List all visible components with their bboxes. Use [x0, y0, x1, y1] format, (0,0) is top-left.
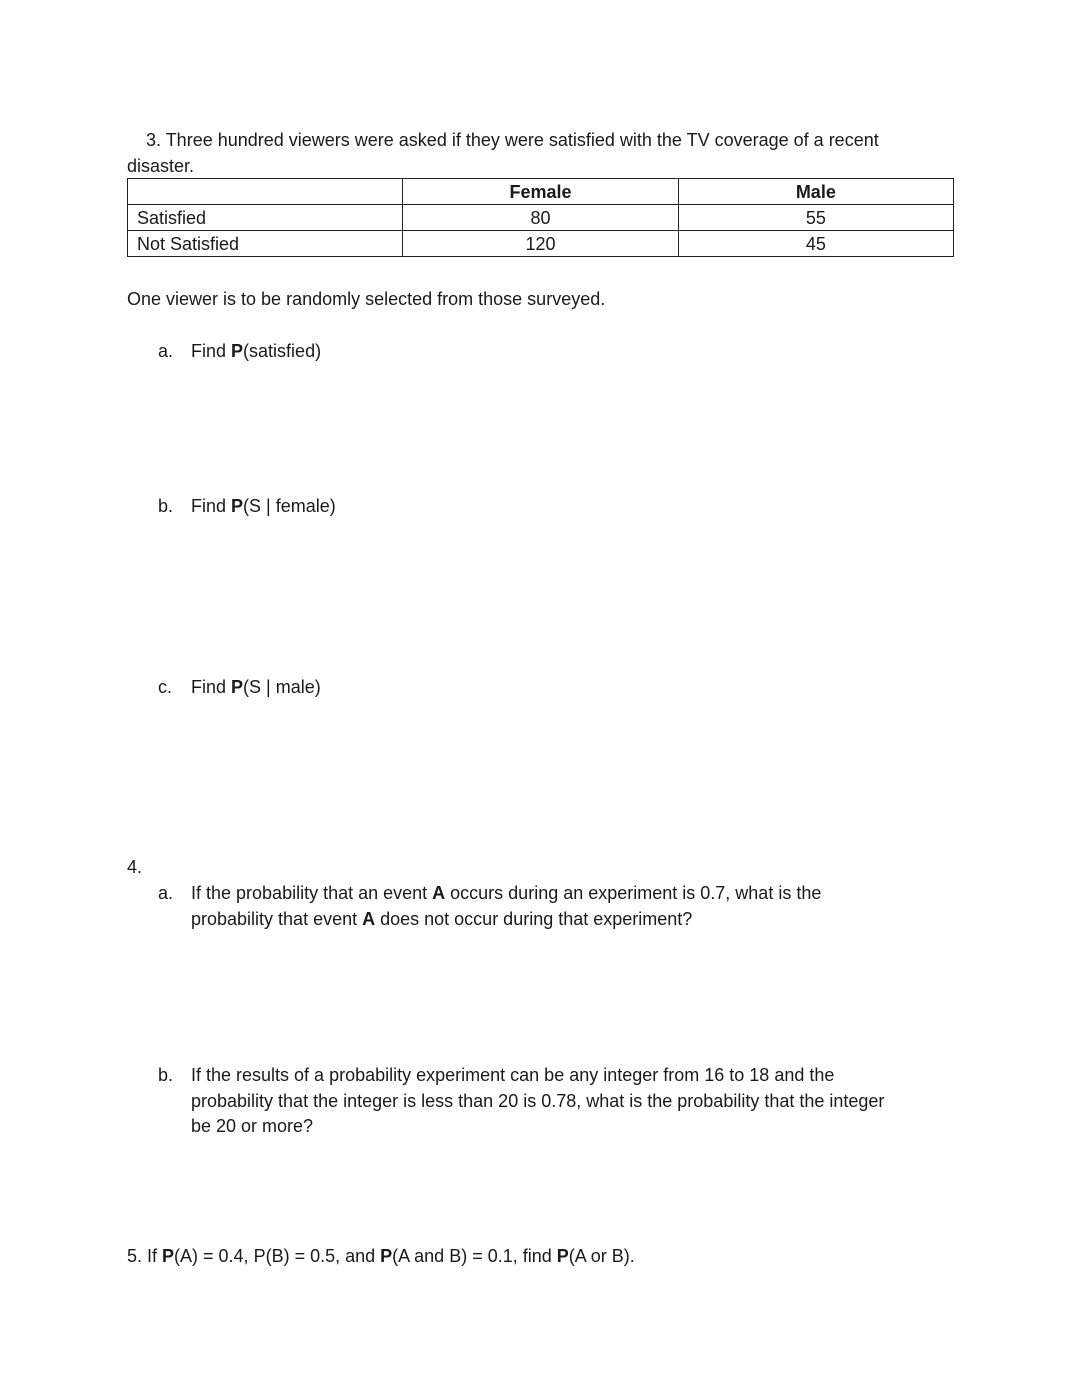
q5-text: [127, 1243, 635, 1269]
q3b-marker: b.: [158, 496, 174, 516]
q4b-line2: probability that the integer is less than 20 is 0.78, what is the probability that the integer: [191, 1091, 885, 1111]
q3c-marker: c.: [158, 677, 173, 697]
q3c-pre: Find: [191, 677, 232, 697]
q4a-marker: a.: [158, 883, 174, 903]
q3c-post: (S | male): [243, 677, 321, 697]
q5-t3: (A and B) = 0.1, find: [392, 1246, 557, 1266]
q3b-pre: Find: [191, 496, 232, 516]
q5-b2: P: [380, 1246, 393, 1266]
table-row: [128, 205, 954, 231]
survey-table: [127, 178, 954, 257]
q3c-text: [191, 674, 321, 700]
table-header-blank: [128, 179, 403, 205]
q3a-pre: Find: [191, 341, 232, 361]
row-label-not-satisfied: Not Satisfied: [128, 231, 403, 257]
q4b-marker: b.: [158, 1065, 174, 1085]
q3a-post: (satisfied): [243, 341, 322, 361]
q4b-line3: be 20 or more?: [191, 1116, 314, 1136]
cell-satisfied-female: 80: [403, 205, 678, 231]
q3b-post: (S | female): [243, 496, 336, 516]
q5-b1: P: [162, 1246, 175, 1266]
q5-t1: 5. If: [127, 1246, 163, 1266]
q4-number: 4.: [127, 857, 143, 877]
table-header-female: Female: [403, 179, 678, 205]
table-header-row: [128, 179, 954, 205]
q3b-bold: P: [231, 496, 244, 516]
cell-not-satisfied-female: 120: [403, 231, 678, 257]
q3c-bold: P: [231, 677, 244, 697]
q3-intro-line1: 3. Three hundred viewers were asked if they were satisfied with the TV coverage of a recent: [146, 130, 879, 150]
q4a-line2-post: does not occur during that experiment?: [375, 909, 693, 929]
q3-intro-line2: disaster.: [127, 156, 195, 176]
q4a-line2-bold: A: [362, 909, 376, 929]
q3a-text: [191, 338, 321, 364]
q4a-line1-post: occurs during an experiment is 0.7, what is the: [445, 883, 822, 903]
q4b-line1: If the results of a probability experiment can be any integer from 16 to 18 and the: [191, 1065, 835, 1085]
q4a-line1-bold: A: [432, 883, 446, 903]
q4a-line1-pre: If the probability that an event: [191, 883, 433, 903]
q3b-text: [191, 493, 336, 519]
cell-not-satisfied-male: 45: [678, 231, 953, 257]
q3-selection-text: One viewer is to be randomly selected from those surveyed.: [127, 289, 606, 309]
q4a-line2-pre: probability that event: [191, 909, 363, 929]
q5-t2: (A) = 0.4, P(B) = 0.5, and: [174, 1246, 381, 1266]
q5-t4: (A or B).: [568, 1246, 635, 1266]
q5-b3: P: [556, 1246, 569, 1266]
table-row: [128, 231, 954, 257]
q4a-line1: [191, 880, 821, 906]
q3a-bold: P: [231, 341, 244, 361]
row-label-satisfied: Satisfied: [128, 205, 403, 231]
q4a-line2: [191, 906, 692, 932]
q3a-marker: a.: [158, 341, 174, 361]
cell-satisfied-male: 55: [678, 205, 953, 231]
table-header-male: Male: [678, 179, 953, 205]
